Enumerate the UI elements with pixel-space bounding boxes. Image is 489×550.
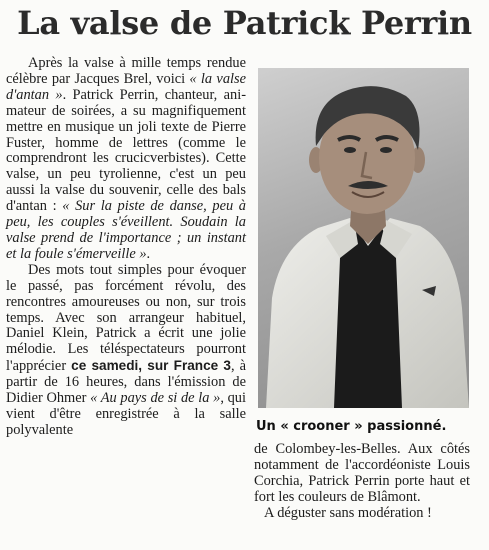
- text-run: « la valse d'antan »: [6, 70, 246, 103]
- paragraph-4: A déguster sans modération !: [264, 504, 432, 521]
- paragraph-2: [6, 263, 246, 439]
- text-run: , qui vient d'être enregistrée à la salle polyvalente: [6, 390, 246, 438]
- text-run: , à partir de 16 heures, dans l'émission de Didier Ohmer: [6, 358, 246, 407]
- article-column-right: [254, 442, 470, 522]
- text-run: ce samedi, sur France 3: [71, 358, 231, 374]
- portrait-photo: [258, 68, 469, 408]
- text-run: « Sur la piste de danse, peu à peu, les couples s'éveillent. Soudain la valse prend de l'importance ; un instant et la foule s'émerveille »: [6, 198, 246, 262]
- paragraph-3: de Colombey-les-Belles. Aux côtés notamment de l'accordéoniste Louis Corchia, Patrick Perrin porte haut et fort les couleurs de Blâmont.: [254, 441, 470, 505]
- text-run: Des mots tout simples pour évoquer le passé, pas forcément révolu, des rencontres amoureuses ou non, sur trois temps. Avec son arrangeur habituel, Daniel Klein, Patrick a écrit une jolie mélodie. Les téléspectateurs pourront l'apprécier: [6, 261, 246, 375]
- man-portrait-image: [258, 68, 469, 408]
- text-run: Après la valse à mille temps rendue célèbre par Jacques Brel, voici: [6, 55, 246, 87]
- paragraph-1: [6, 56, 246, 263]
- article-column-left: [6, 56, 246, 439]
- headline: La valse de Patrick Perrin: [17, 4, 472, 42]
- photo-caption: Un « crooner » passionné.: [256, 419, 447, 434]
- text-run: . Patrick Perrin, chanteur, animateur de soirées, a su magnifiquement mettre en musique un joli texte de Pierre Fuster, homme de lettres (comme le comprendront les crucicverbistes). Cette valse, un peu tyrolienne, c'est un peu aussi la valse du souvenir, celle des bals d'antan :: [6, 86, 246, 215]
- text-run: .: [146, 245, 151, 262]
- text-run: « Au pays de si de la »: [90, 390, 221, 407]
